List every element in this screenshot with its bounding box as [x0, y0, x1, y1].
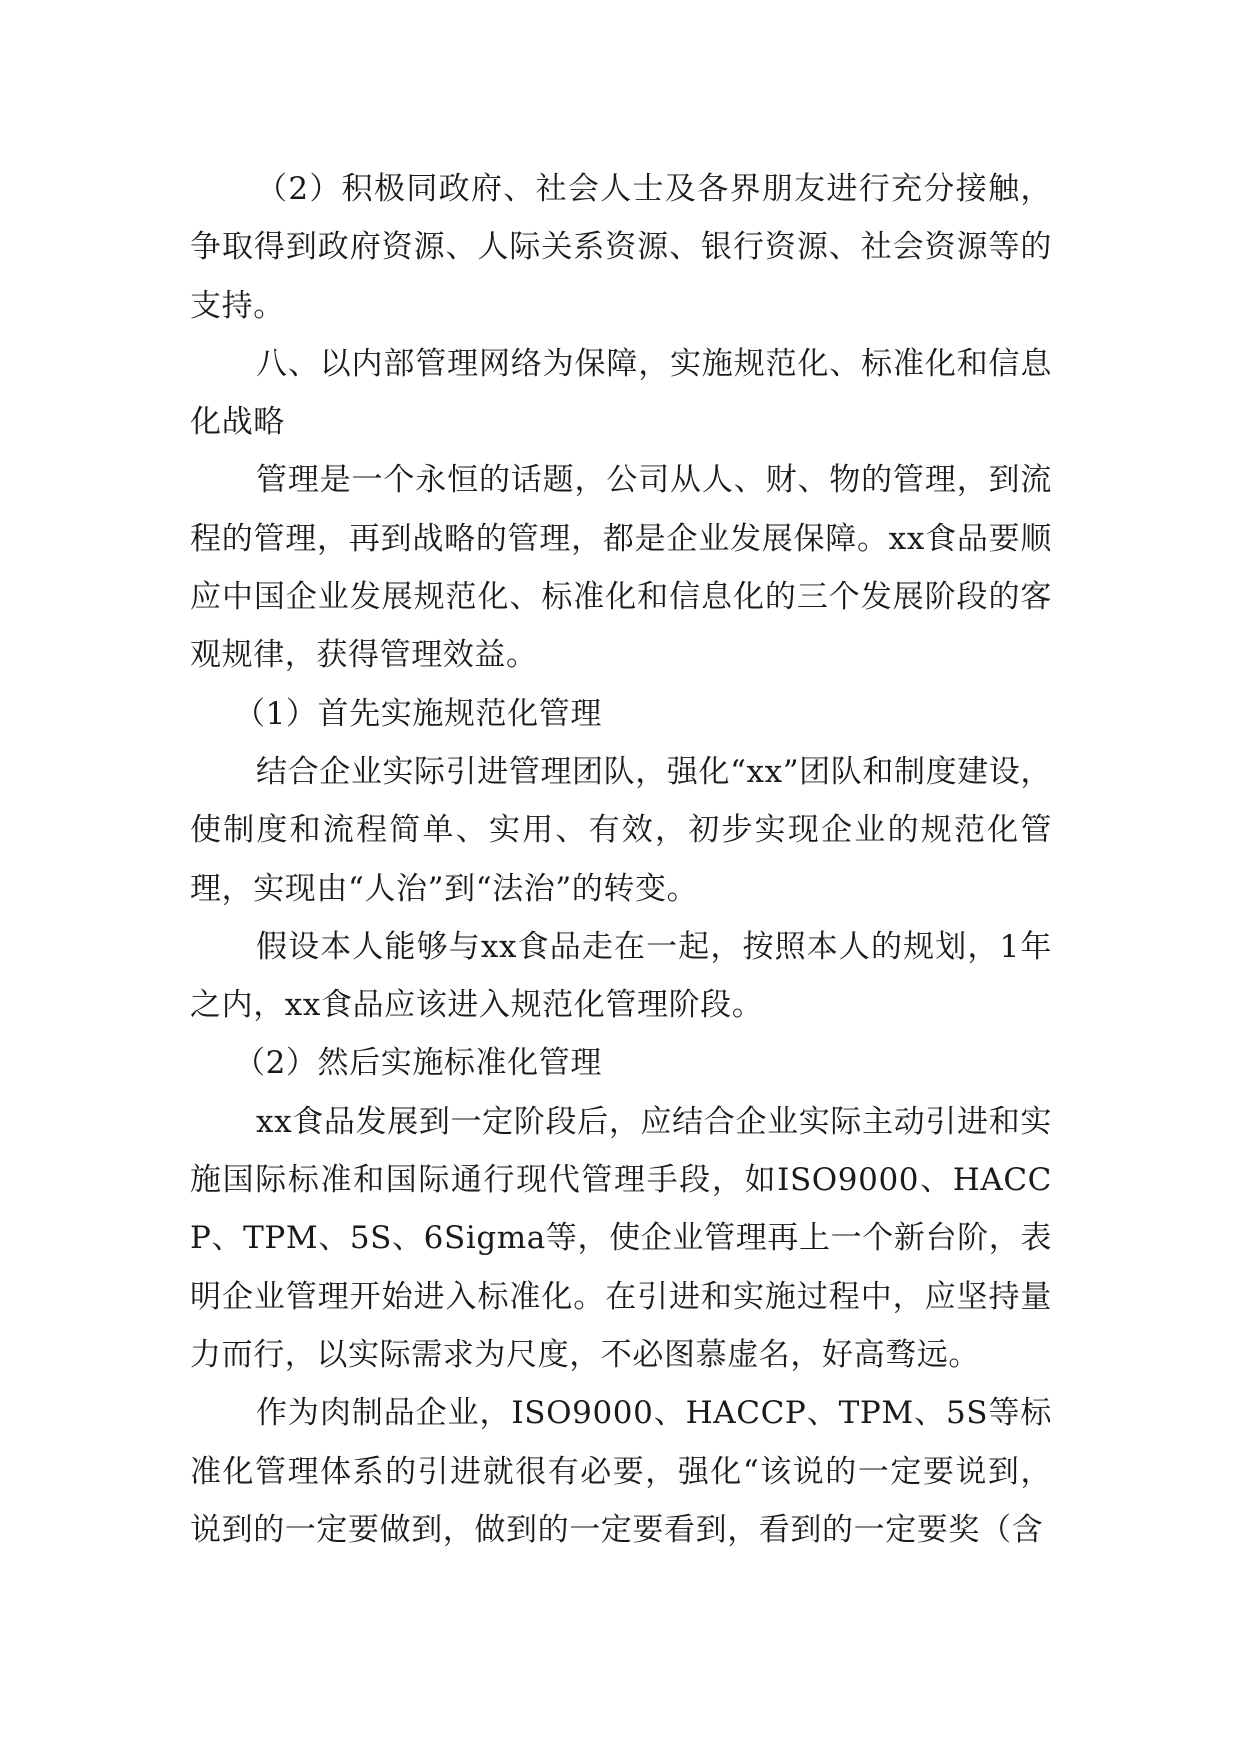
- section-heading-eight: 八、以内部管理网络为保障，实施规范化、标准化和信息化战略: [190, 345, 1052, 441]
- document-body: [190, 160, 1052, 1559]
- subheading-standardized-management-1: （1）首先实施规范化管理: [234, 695, 602, 732]
- paragraph-iso-standards: xx食品发展到一定阶段后，应结合企业实际主动引进和实施国际标准和国际通行现代管理手段，如ISO9000、HACCP、TPM、5S、6Sigma等，使企业管理再上一个新台阶，表明企业管理开始进入标准化。在引进和实施过程中，应坚持量力而行，以实际需求为尺度，不必图慕虚名，好高骛远。: [190, 1103, 1052, 1373]
- paragraph-government-resources: （2）积极同政府、社会人士及各界朋友进行充分接触，争取得到政府资源、人际关系资源、银行资源、社会资源等的支持。: [190, 171, 1052, 324]
- paragraph-one-year-plan: 假设本人能够与xx食品走在一起，按照本人的规划，1年之内，xx食品应该进入规范化管理阶段。: [190, 928, 1052, 1024]
- paragraph-team-building: 结合企业实际引进管理团队，强化“xx”团队和制度建设，使制度和流程简单、实用、有效，初步实现企业的规范化管理，实现由“人治”到“法治”的转变。: [190, 753, 1052, 907]
- paragraph-meat-products: 作为肉制品企业，ISO9000、HACCP、TPM、5S等标准化管理体系的引进就很有必要，强化“该说的一定要说到，说到的一定要做到，做到的一定要看到，看到的一定要奖（含: [190, 1395, 1052, 1548]
- subheading-standardization-2: （2）然后实施标准化管理: [234, 1045, 602, 1082]
- paragraph-management-topic: 管理是一个永恒的话题，公司从人、财、物的管理，到流程的管理，再到战略的管理，都是企业发展保障。xx食品要顺应中国企业发展规范化、标准化和信息化的三个发展阶段的客观规律，获得管理效益。: [190, 462, 1052, 674]
